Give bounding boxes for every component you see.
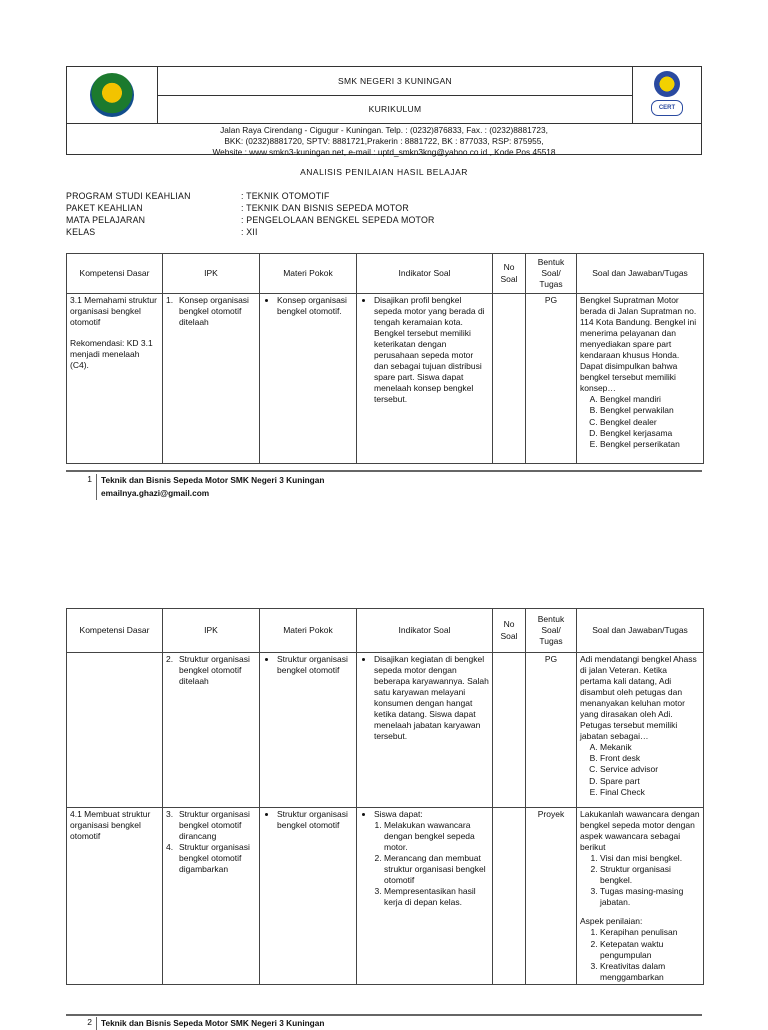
col-kompetensi: Kompetensi Dasar xyxy=(67,609,163,653)
ipk-cell: 1. Konsep organisasi bengkel otomotif ditelaah xyxy=(163,294,260,464)
school-name: SMK NEGERI 3 KUNINGAN xyxy=(157,67,633,96)
page-number: 2 xyxy=(87,1017,92,1027)
footer-text: Teknik dan Bisnis Sepeda Motor SMK Negeri 3 Kuningan emailnya.ghazi@gmail.com xyxy=(96,474,324,500)
table-row xyxy=(67,808,704,985)
cert-badge-icon: CERT xyxy=(651,100,683,116)
soal-cell: Lakukanlah wawancara dengan bengkel sepeda motor dengan aspek wawancara sebagai berikut 1. Visi dan misi bengkel. 2. Struktur organisasi bengkel. 3. Tugas masing-masing jabatan. Aspek penilaian: 1. Kerapihan penulisan 2. Ketepatan waktu pengumpulan 3. Kreativitas dalam menggambarkan xyxy=(577,808,704,985)
info-value-kelas: : XII xyxy=(241,227,258,237)
col-indikator: Indikator Soal xyxy=(357,609,493,653)
letterhead xyxy=(66,66,702,155)
info-label-paket: PAKET KEAHLIAN xyxy=(66,203,143,213)
page-footer-2 xyxy=(66,1014,702,1028)
kd-cell: 4.1 Membuat struktur organisasi bengkel otomotif xyxy=(67,808,163,985)
no-soal-cell xyxy=(493,653,526,808)
document-title: ANALISIS PENILAIAN HASIL BELAJAR xyxy=(300,167,468,177)
ipk-cell: 3. Struktur organisasi bengkel otomotif dirancang 4. Struktur organisasi bengkel otomotif digambarkan xyxy=(163,808,260,985)
col-indikator: Indikator Soal xyxy=(357,254,493,294)
footer-text: Teknik dan Bisnis Sepeda Motor SMK Negeri 3 Kuningan xyxy=(96,1017,324,1030)
bentuk-cell: PG xyxy=(526,294,577,464)
info-label-kelas: KELAS xyxy=(66,227,96,237)
no-soal-cell xyxy=(493,808,526,985)
kd-cell: 3.1 Memahami struktur organisasi bengkel otomotif Rekomendasi: KD 3.1 menjadi menelaah (C4). xyxy=(67,294,163,464)
materi-cell: • Struktur organisasi bengkel otomotif xyxy=(260,808,357,985)
no-soal-cell xyxy=(493,294,526,464)
page-number: 1 xyxy=(87,474,92,484)
materi-cell: • Konsep organisasi bengkel otomotif. xyxy=(260,294,357,464)
soal-cell: Adi mendatangi bengkel Ahass di jalan Veteran. Ketika pertama kali datang, Adi disambut oleh petugas dan menanyakan keluhan motor yang dirasakan oleh Adi. Petugas tersebut memiliki jabatan sebagai… A. Mekanik B. Front desk C. Service advisor D. Spare part E. Final Check xyxy=(577,653,704,808)
col-materi: Materi Pokok xyxy=(260,609,357,653)
indikator-cell: • Disajikan kegiatan di bengkel sepeda motor dengan beberapa karyawannya. Salah satu karyawan melayani konsumen dengan hangat ketika datang. Siswa dapat menelaah jabatan karyawan tersebut. xyxy=(357,653,493,808)
col-ipk: IPK xyxy=(163,254,260,294)
col-bentuk: Bentuk Soal/ Tugas xyxy=(526,254,577,294)
soal-cell: Bengkel Supratman Motor berada di Jalan Supratman no. 114 Kota Bandung. Bengkel ini menerima pelayanan dan menyediakan spare part kendaraan khusus Honda. Dapat disimpulkan bahwa bengkel tersebut memiliki konsep… A. Bengkel mandiri B. Bengkel perwakilan C. Bengkel dealer D. Bengkel kerjasama E. Bengkel perserikatan xyxy=(577,294,704,464)
provincial-logo xyxy=(67,67,158,123)
info-value-paket: : TEKNIK DAN BISNIS SEPEDA MOTOR xyxy=(241,203,409,213)
col-materi: Materi Pokok xyxy=(260,254,357,294)
table-row xyxy=(67,294,704,464)
bentuk-cell: PG xyxy=(526,653,577,808)
col-kompetensi: Kompetensi Dasar xyxy=(67,254,163,294)
indikator-cell: • Disajikan profil bengkel sepeda motor yang berada di tengah keramaian kota. Bengkel tersebut memiliki keterikatan dengan perusahaan sepeda motor dan sebagai tujuan distribusi spare part. Siswa dapat menelaah konsep bengkel tersebut. xyxy=(357,294,493,464)
curriculum-label: KURIKULUM xyxy=(368,104,422,114)
bentuk-cell: Proyek xyxy=(526,808,577,985)
info-value-mapel: : PENGELOLAAN BENGKEL SEPEDA MOTOR xyxy=(241,215,435,225)
col-soal: Soal dan Jawaban/Tugas xyxy=(577,609,704,653)
col-ipk: IPK xyxy=(163,609,260,653)
col-soal: Soal dan Jawaban/Tugas xyxy=(577,254,704,294)
indikator-cell: • Siswa dapat: 1. Melakukan wawancara dengan bengkel sepeda motor. 2. Merancang dan membuat struktur organisasi bengkel otomotif 3. Mempresentasikan hasil kerja di depan kelas. xyxy=(357,808,493,985)
col-no-soal: No Soal xyxy=(493,254,526,294)
table-row xyxy=(67,653,704,808)
school-address: Jalan Raya Cirendang - Cigugur - Kuningan. Telp. : (0232)876833, Fax. : (0232)8881723, BKK: (0232)8881720, SPTV: 8881721,Prakerin : 8881722, BK : 877033, RSP: 875955, Website : www.smkn3-kuningan.net, e-mail : uptd_smkn3kng@yahoo.co.id , Kode Pos 45518 xyxy=(67,123,701,154)
ipk-cell: 2. Struktur organisasi bengkel otomotif ditelaah xyxy=(163,653,260,808)
info-label-program: PROGRAM STUDI KEAHLIAN xyxy=(66,191,191,201)
assessment-table-2 xyxy=(66,608,704,985)
west-java-seal-icon xyxy=(90,73,134,117)
info-value-program: : TEKNIK OTOMOTIF xyxy=(241,191,330,201)
page-footer-1 xyxy=(66,470,702,498)
school-emblem-icon xyxy=(654,71,680,97)
col-bentuk: Bentuk Soal/ Tugas xyxy=(526,609,577,653)
kd-cell xyxy=(67,653,163,808)
info-label-mapel: MATA PELAJARAN xyxy=(66,215,146,225)
col-no-soal: No Soal xyxy=(493,609,526,653)
school-logo xyxy=(632,67,701,123)
assessment-table-1 xyxy=(66,253,704,464)
materi-cell: • Struktur organisasi bengkel otomotif xyxy=(260,653,357,808)
